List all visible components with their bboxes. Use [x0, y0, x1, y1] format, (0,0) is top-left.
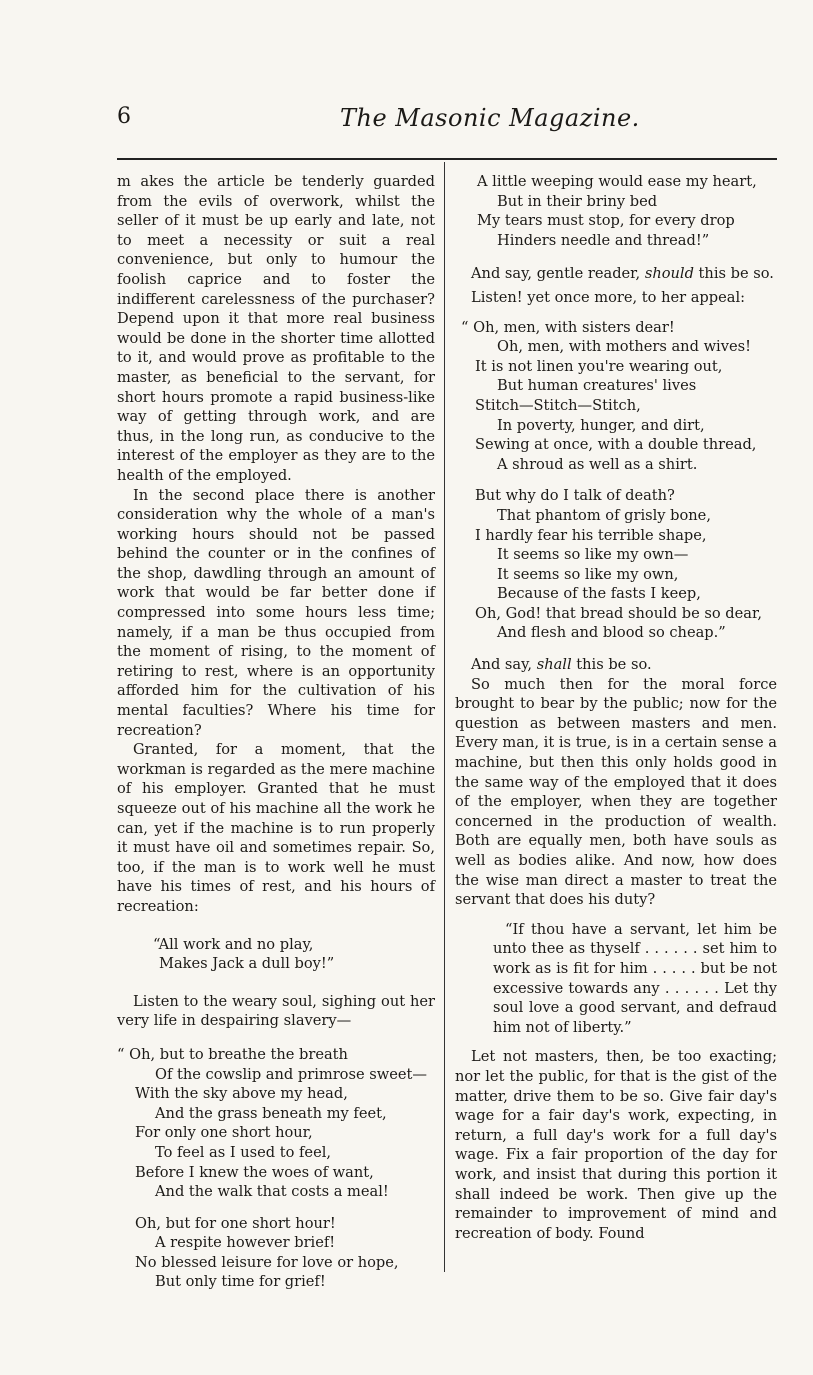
verse-line: Oh, men, with mothers and wives! — [497, 338, 751, 356]
verse-line: It seems so like my own— — [497, 546, 689, 564]
verse-line: “ Oh, men, with sisters dear! — [461, 318, 675, 336]
verse-line: Because of the fasts I keep, — [497, 585, 701, 603]
header-rule — [117, 158, 777, 160]
paragraph: Listen to the weary soul, sighing out her very life in despairing slavery— — [117, 992, 435, 1030]
stanza — [455, 172, 777, 250]
verse-line: “All work and no play, — [153, 935, 314, 953]
verse-line: A respite however brief! — [155, 1234, 336, 1252]
paragraph: Granted, for a moment, that the workman is regarded as the mere machine of his employer. Granted that he must squeeze out of his machine all the work he can, yet if the machine is to run properly it must have oil and sometimes repair. So, too, if the man is to work well he must have his times of rest, and his hours of recreation: — [117, 741, 435, 915]
stanza — [455, 318, 777, 475]
verse-line: But why do I talk of death? — [475, 487, 675, 505]
verse-line: No blessed leisure for love or hope, — [135, 1253, 399, 1271]
paragraph: Listen! yet once more, to her appeal: — [471, 288, 746, 306]
verse-line: It is not linen you're wearing out, — [475, 357, 723, 375]
verse-line: But in their briny bed — [497, 192, 658, 210]
verse-line: And the walk that costs a meal! — [155, 1183, 389, 1201]
verse-line: Of the cowslip and primrose sweet— — [155, 1065, 427, 1083]
couplet — [153, 935, 435, 974]
paragraph: And say, shall this be so. — [471, 656, 652, 674]
verse-line: Oh, God! that bread should be so dear, — [475, 604, 762, 622]
paragraph: m akes the article be tenderly guarded from the evils of overwork, whilst the seller of it must be up early and late, not to meet a necessity or suit a real convenience, but only to humour the foolish caprice and to foster the indifferent carelessness of the purchaser? Depend upon it that more real business would be done in the shorter time allotted to it, and would prove as profitable to the master, as beneficial to the servant, for short hours promote a rapid business-like way of getting through work, and are thus, in the long run, as conducive to the interest of the employer as they are to the health of the employed. — [117, 173, 435, 484]
left-column — [117, 172, 435, 1292]
verse-line: In poverty, hunger, and dirt, — [497, 416, 705, 434]
verse-line: Oh, but for one short hour! — [135, 1214, 336, 1232]
page-number: 6 — [117, 104, 131, 129]
verse-line: For only one short hour, — [135, 1124, 313, 1142]
verse-line: “ Oh, but to breathe the breath — [117, 1045, 348, 1063]
column-divider — [444, 162, 445, 1272]
stanza — [117, 1045, 435, 1202]
stanza — [117, 1214, 435, 1292]
verse-line: It seems so like my own, — [497, 565, 679, 583]
stanza — [455, 486, 777, 643]
verse-line: To feel as I used to feel, — [155, 1143, 332, 1161]
quote-text: “If thou have a servant, let him be unto thee as thyself . . . . . . set him to work as is fit for him . . . . . but be not excessive towards any . . . . . . Let thy soul love a good servant, and defraud him not of liberty.” — [493, 920, 777, 1036]
verse-line: But only time for grief! — [155, 1273, 326, 1291]
verse-line: A shroud as well as a shirt. — [497, 455, 698, 473]
running-title: The Masonic Magazine. — [340, 104, 640, 132]
verse-line: Stitch—Stitch—Stitch, — [475, 396, 641, 414]
verse-line: And flesh and blood so cheap.” — [497, 624, 726, 642]
paragraph: In the second place there is another consideration why the whole of a man's working hours should not be passed behind the counter or in the confines of the shop, dawdling through an amount of work that would be far better done if compressed into some hours less time; namely, if a man be thus occupied from the moment of rising, to the moment of retiring to rest, where is an opportunity afforded him for the cultivation of his mental faculties? Where his time for recreation? — [117, 486, 435, 739]
scripture-quote — [493, 920, 777, 1038]
verse-line: Sewing at once, with a double thread, — [475, 436, 757, 454]
verse-line: With the sky above my head, — [135, 1085, 348, 1103]
verse-line: Hinders needle and thread!” — [497, 231, 710, 249]
verse-line: My tears must stop, for every drop — [477, 212, 735, 230]
verse-line: I hardly fear his terrible shape, — [475, 526, 707, 544]
verse-line: Makes Jack a dull boy!” — [159, 955, 335, 973]
paragraph: Let not masters, then, be too exacting; nor let the public, for that is the gist of the matter, drive them to be so. Give fair day's wage for a fair day's work, expecting, in return, a full day's work for a full day's wage. Fix a fair proportion of the day for work, and insist that during this portion it shall indeed be work. Then give up the remainder to improvement of mind and recreation of body. Found — [455, 1048, 777, 1242]
right-column — [455, 172, 777, 1243]
verse-line: That phantom of grisly bone, — [497, 506, 711, 524]
verse-line: But human creatures' lives — [497, 377, 697, 395]
verse-line: Before I knew the woes of want, — [135, 1163, 374, 1181]
verse-line: A little weeping would ease my heart, — [477, 173, 757, 190]
page-header — [0, 100, 813, 140]
verse-line: And the grass beneath my feet, — [155, 1104, 387, 1122]
paragraph: And say, gentle reader, should this be so. — [471, 265, 774, 283]
paragraph: So much then for the moral force brought to bear by the public; now for the question as between masters and men. Every man, it is true, is in a certain sense a machine, but then this only holds good in the same way of the employed that it does of the employer, when they are together concerned in the production of wealth. Both are equally men, both have souls as well as bodies alike. And now, how does the wise man direct a master to treat the servant that does his duty? — [455, 675, 777, 909]
